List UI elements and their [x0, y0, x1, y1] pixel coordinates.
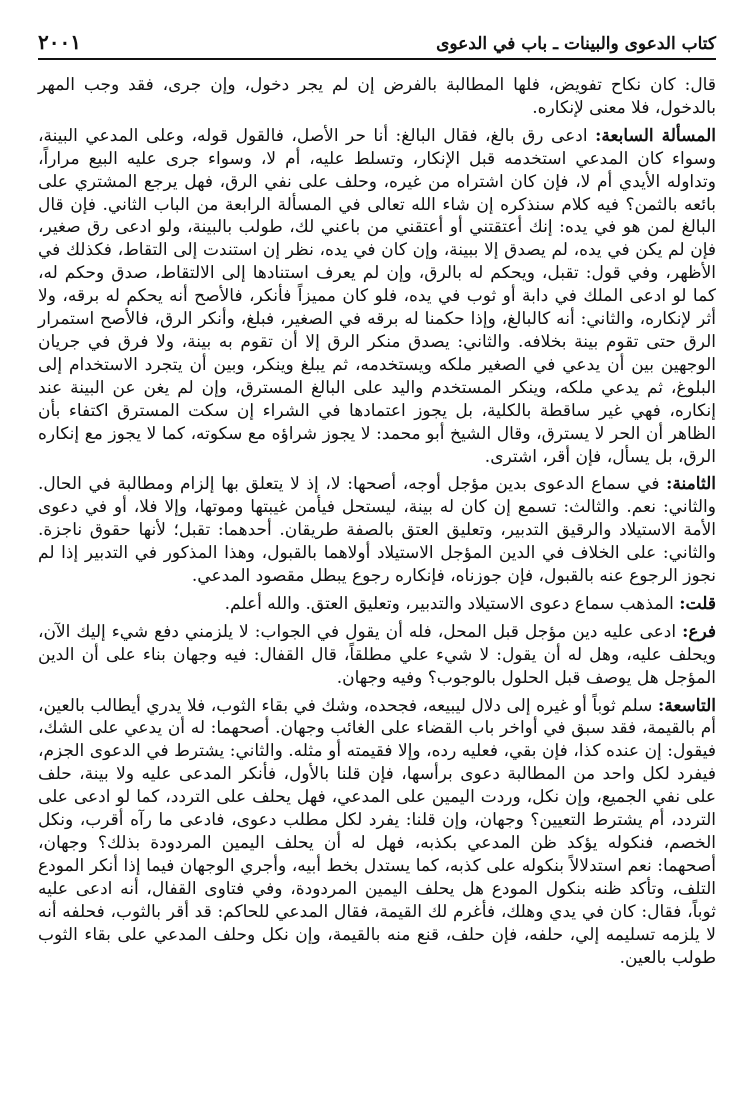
paragraph — [38, 621, 716, 690]
paragraph-text: سلم ثوباً أو غيره إلى دلال ليبيعه، فجحده، وشك في بقاء الثوب، فلا يدري أيطالب بالعين، أم بالقيمة، فقد سبق في أواخر باب القضاء على الغائب وجهان. أصحهما: له أن يدعي على الشك، فيقول: إن عنده كذا، فإن بقي، فعليه رده، وإلا فقيمته أو مثله. والثاني: يشترط في الدعوى الجزم، فيفرد لكل واحد من المطالبة دعوى برأسها، فإن قلنا بالأول، فأنكر المدعى عليه ولا بينة، حلف على نفي الجميع، وإن نكل، وردت اليمين على المدعي، فهل يحلف على التردد، كما لو ادعى على التردد، أم يشترط التعيين؟ وجهان، وإن قلنا: يفرد لكل مطلب دعوى، فادعى ما رآه أقرب، ونكل الخصم، فنكوله يؤكد ظن المدعي بكذبه، فهل له أن يحلف اليمين المردودة بذلك؟ وجهان، أصحهما: نعم استدلالاً بنكوله على كذبه، كما يستدل بخط أبيه، وأجري الوجهان فيما إذا أنكر المودع التلف، وتأكد ظنه بنكول المودع هل يحلف اليمين المردودة، وفي فتاوى القفال، أنه ادعى عليه ثوباً، فقال: كان في يدي وهلك، فأغرم لك القيمة، فقال المدعي للحاكم: قد أقر بالثوب، فحلفه أنه لا يلزمه تسليمه إلي، حلفه، فإن حلف، قنع منه بالقيمة، وإن نكل وحلف المدعي على بقاء الثوب طولب بالعين. — [38, 695, 716, 968]
paragraph-lead: فرع: — [682, 621, 716, 642]
paragraph-lead: الثامنة: — [666, 474, 716, 495]
paragraph-lead: المسألة السابعة: — [595, 125, 717, 146]
running-title: كتاب الدعوى والبينات ـ باب في الدعوى — [436, 34, 716, 54]
page-header — [38, 30, 716, 60]
paragraph-lead: التاسعة: — [657, 695, 716, 716]
page-body — [38, 74, 716, 969]
page-number: ٢٠٠١ — [38, 30, 81, 54]
paragraph — [38, 74, 716, 120]
paragraph-text: المذهب سماع دعوى الاستيلاد والتدبير، وتعليق العتق. والله أعلم. — [224, 593, 680, 614]
paragraph-text: ادعى رق بالغ، فقال البالغ: أنا حر الأصل، فالقول قوله، وعلى المدعي البينة، وسواء كان المدعي استخدمه قبل الإنكار، وتسلط عليه، أم لا، وسواء جرى عليه البيع مراراً، وتداوله الأيدي أم لا، فإن كان اشتراه من غيره، وحلف على نفي الرق، فهل يرجع المشتري على بائعه بالثمن؟ فيه كلام سنذكره إن شاء الله تعالى في المسألة الرابعة من الباب الثاني. فإن قال البالغ لمن هو في يده: إنك أعتقتني أو أعتقني من باعني لك، طولب بالبينة، ولو ادعى رق صغير، فإن لم يكن في يده، لم يصدق إلا ببينة، وإن كان في يده، نظر إن استندت إلى التقاط، فكذلك في الأظهر، وفي قول: تقبل، ويحكم له بالرق، وإن لم يعرف استنادها إلى الالتقاط، صدق وحكم له، كما لو ادعى الملك في دابة أو ثوب في يده، فلو كان مميزاً فأنكر، فالأصح أنه يحكم له برقه، ولا أثر لإنكاره، والثاني: أنه كالبالغ، وإذا حكمنا له برقه في الصغير، فبلغ، وأنكر الرق، فالأصح استمرار الرق حتى تقوم بينة بخلافه. والثاني: يصدق منكر الرق إلا أن تقوم به بينة، ولا فرق في جريان الوجهين بين أن يدعي في الصغير ملكه ويستخدمه، ثم يبلغ وينكر، وبين أن يتجرد الاستخدام إلى البلوغ، ثم يدعي ملكه، وينكر المستخدم واليد على البالغ المسترق، وإن لم يغن عن البينة عند إنكاره، فهي غير ساقطة بالكلية، بل يجوز اعتمادها في الشراء إن سكت المسترق اكتفاء بأن الظاهر أن الحر لا يسترق، وقال الشيخ أبو محمد: لا يجوز شراؤه مع سكوته، كما لا يجوز مع إنكاره الرق، بل يسأل، فإن أقر، اشترى. — [38, 125, 716, 467]
paragraph — [38, 695, 716, 970]
paragraph — [38, 473, 716, 588]
paragraph — [38, 125, 716, 469]
paragraph-text: قال: كان نكاح تفويض، فلها المطالبة بالفرض إن لم يجر دخول، وإن جرى، فقد وجب المهر بالدخول، فلا معنى لإنكاره. — [38, 75, 716, 118]
paragraph-text: في سماع الدعوى بدين مؤجل أوجه، أصحها: لا، إذ لا يتعلق بها إلزام ومطالبة في الحال. والثاني: نعم. والثالث: تسمع إن كان له بينة، ليستحل فيأمن غيبتها وموتها، وإلا فلا، أو في دعوى الأمة الاستيلاد والرقيق التدبير، وتعليق العتق بالصفة طريقان. أحدهما: تقبل؛ لأنها حقوق ناجزة. والثاني: على الخلاف في الدين المؤجل الاستيلاد أولاهما بالقبول، وهذا المذكور في التدبير إذا لم نجوز الرجوع عنه بالقبول، فإن جوزناه، فإنكاره رجوع يبطل مقصود المدعي. — [38, 474, 716, 587]
paragraph — [38, 593, 716, 616]
paragraph-text: ادعى عليه دين مؤجل قبل المحل، فله أن يقول في الجواب: لا يلزمني دفع شيء إليك الآن، ويحلف عليه، وهل له أن يقول: لا شيء علي مطلقاً، قال القفال: فيه وجهان بناء على أن الدين المؤجل هل يوصف قبل الحلول بالوجوب؟ وفيه وجهان. — [38, 621, 716, 688]
paragraph-lead: قلت: — [679, 593, 716, 614]
